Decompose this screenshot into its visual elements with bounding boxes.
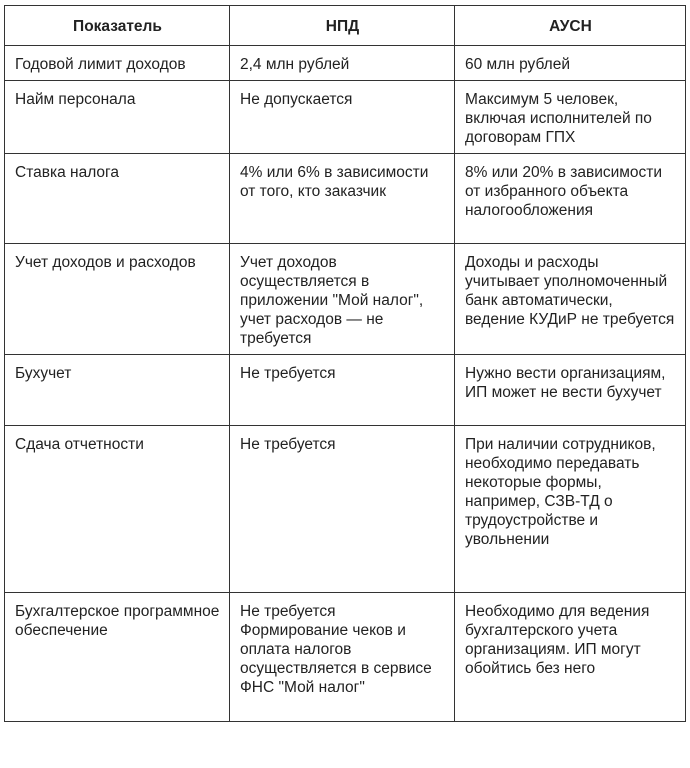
cell-npd: Учет доходов осуществляется в приложении "Мой налог", учет расходов — не требуется bbox=[230, 244, 455, 355]
cell-npd: Не требуется bbox=[230, 355, 455, 426]
cell-ausn: Необходимо для ведения бухгалтерского учета организациям. ИП могут обойтись без него bbox=[455, 593, 686, 722]
header-npd: НПД bbox=[230, 6, 455, 46]
cell-indicator: Учет доходов и расходов bbox=[5, 244, 230, 355]
table-row bbox=[5, 593, 686, 722]
cell-npd: 2,4 млн рублей bbox=[230, 46, 455, 81]
table-row bbox=[5, 81, 686, 154]
cell-ausn: Нужно вести организациям, ИП может не вести бухучет bbox=[455, 355, 686, 426]
header-indicator: Показатель bbox=[5, 6, 230, 46]
cell-indicator: Бухучет bbox=[5, 355, 230, 426]
table-row bbox=[5, 154, 686, 244]
table-header bbox=[5, 6, 686, 46]
table-row bbox=[5, 46, 686, 81]
header-row bbox=[5, 6, 686, 46]
cell-npd: Не допускается bbox=[230, 81, 455, 154]
cell-ausn: 60 млн рублей bbox=[455, 46, 686, 81]
cell-indicator: Ставка налога bbox=[5, 154, 230, 244]
cell-ausn: Доходы и расходы учитывает уполномоченный банк автоматически, ведение КУДиР не требуется bbox=[455, 244, 686, 355]
cell-npd: 4% или 6% в зависимости от того, кто заказчик bbox=[230, 154, 455, 244]
cell-ausn: Максимум 5 человек, включая исполнителей по договорам ГПХ bbox=[455, 81, 686, 154]
cell-ausn: 8% или 20% в зависимости от избранного объекта налогообложения bbox=[455, 154, 686, 244]
cell-indicator: Годовой лимит доходов bbox=[5, 46, 230, 81]
table-row bbox=[5, 426, 686, 593]
cell-indicator: Найм персонала bbox=[5, 81, 230, 154]
cell-npd: Не требуется Формирование чеков и оплата налогов осуществляется в сервисе ФНС "Мой налог" bbox=[230, 593, 455, 722]
cell-npd: Не требуется bbox=[230, 426, 455, 593]
cell-ausn: При наличии сотрудников, необходимо передавать некоторые формы, например, СЗВ-ТД о трудоустройстве и увольнении bbox=[455, 426, 686, 593]
comparison-table bbox=[4, 5, 686, 722]
table-row bbox=[5, 244, 686, 355]
cell-indicator: Бухгалтерское программное обеспечение bbox=[5, 593, 230, 722]
cell-indicator: Сдача отчетности bbox=[5, 426, 230, 593]
header-ausn: АУСН bbox=[455, 6, 686, 46]
table-row bbox=[5, 355, 686, 426]
table-body bbox=[5, 46, 686, 722]
